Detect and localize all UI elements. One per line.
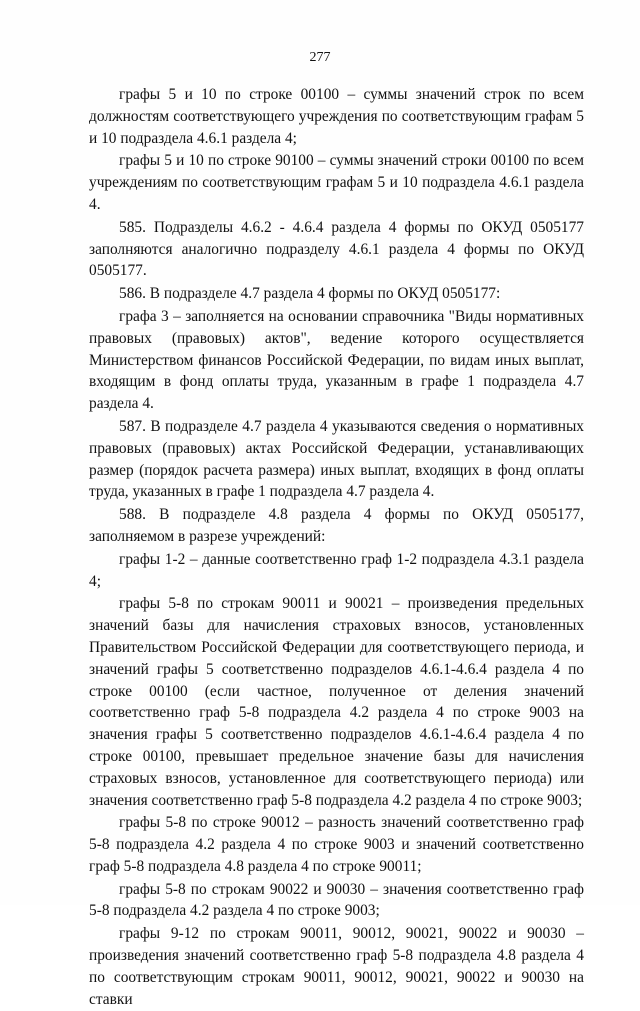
paragraph-item-588: 588. В подразделе 4.8 раздела 4 формы по ОКУД 0505177, заполняемом в разрезе учреждений: bbox=[89, 506, 584, 545]
paragraph-columns-1-2: графы 1-2 – данные соответственно граф 1-2 подраздела 4.3.1 раздела 4; bbox=[89, 550, 584, 590]
page-number: 277 bbox=[309, 50, 331, 65]
paragraph-column-3: графа 3 – заполняется на основании справочника "Виды нормативных правовых (правовых) актов", ведение которого осуществляется Министерством финансов Российской Федерации, по видам иных выплат, входящим в фонд оплаты труда, указанным в графе 1 подраздела 4.7 раздела 4. bbox=[89, 307, 584, 413]
paragraph-columns-5-8-line-90012: графы 5-8 по строке 90012 – разность значений соответственно граф 5-8 подраздела 4.2 раздела 4 по строке 9003 и значений соответственно граф 5-8 подраздела 4.8 раздела 4 по строке 90011; bbox=[89, 814, 584, 875]
paragraph-columns-5-8-lines-90022-90030: графы 5-8 по строкам 90022 и 90030 – значения соответственно граф 5-8 подраздела 4.2 раздела 4 по строке 9003; bbox=[89, 880, 584, 920]
paragraph-item-587: 587. В подразделе 4.7 раздела 4 указываются сведения о нормативных правовых (правовых) актах Российской Федерации, устанавливающих размер (порядок расчета размера) иных выплат, входящих в фонд оплаты труда, указанных в графе 1 подраздела 4.7 раздела 4. bbox=[89, 417, 584, 501]
paragraph-columns-9-12: графы 9-12 по строкам 90011, 90012, 90021, 90022 и 90030 – произведения значений соответственно граф 5-8 подраздела 4.8 раздела 4 по соответствующим строкам 90011, 90012, 90021, 90022 и 90030 на ставки bbox=[89, 925, 584, 1008]
paragraph-item-585: 585. Подразделы 4.6.2 - 4.6.4 раздела 4 формы по ОКУД 0505177 заполняются аналогично подразделу 4.6.1 раздела 4 формы по ОКУД 0505177. bbox=[89, 218, 584, 280]
paragraph-columns-5-10-line-00100: графы 5 и 10 по строке 00100 – суммы значений строк по всем должностям соответствующего учреждения по соответствующим графам 5 и 10 подраздела 4.6.1 раздела 4; bbox=[89, 86, 584, 147]
paragraph-columns-5-10-line-90100: графы 5 и 10 по строке 90100 – суммы значений строки 00100 по всем учреждениям по соответствующим графам 5 и 10 подраздела 4.6.1 раздела 4. bbox=[89, 152, 584, 213]
paragraph-columns-5-8-lines-90011-90021: графы 5-8 по строкам 90011 и 90021 – произведения предельных значений базы для начисления страховых взносов, установленных Правительством Российской Федерации для соответствующего периода, и значений графы 5 соответственно подразделов 4.6.1-4.6.4 раздела 4 по строке 00100 (если частное, полученное от деления значений соответственно граф 5-8 подраздела 4.2 раздела 4 по строке 9003 на значения графы 5 соответственно подразделов 4.6.1-4.6.4 раздела 4 по строке 00100, превышает предельное значение базы для начисления страховых взносов, установленное для соответствующего периода) или значения соответственно граф 5-8 подраздела 4.2 раздела 4 по строке 9003; bbox=[89, 595, 584, 809]
document-body bbox=[89, 84, 584, 1011]
paragraph-item-586: 586. В подразделе 4.7 раздела 4 формы по ОКУД 0505177: bbox=[119, 285, 501, 303]
